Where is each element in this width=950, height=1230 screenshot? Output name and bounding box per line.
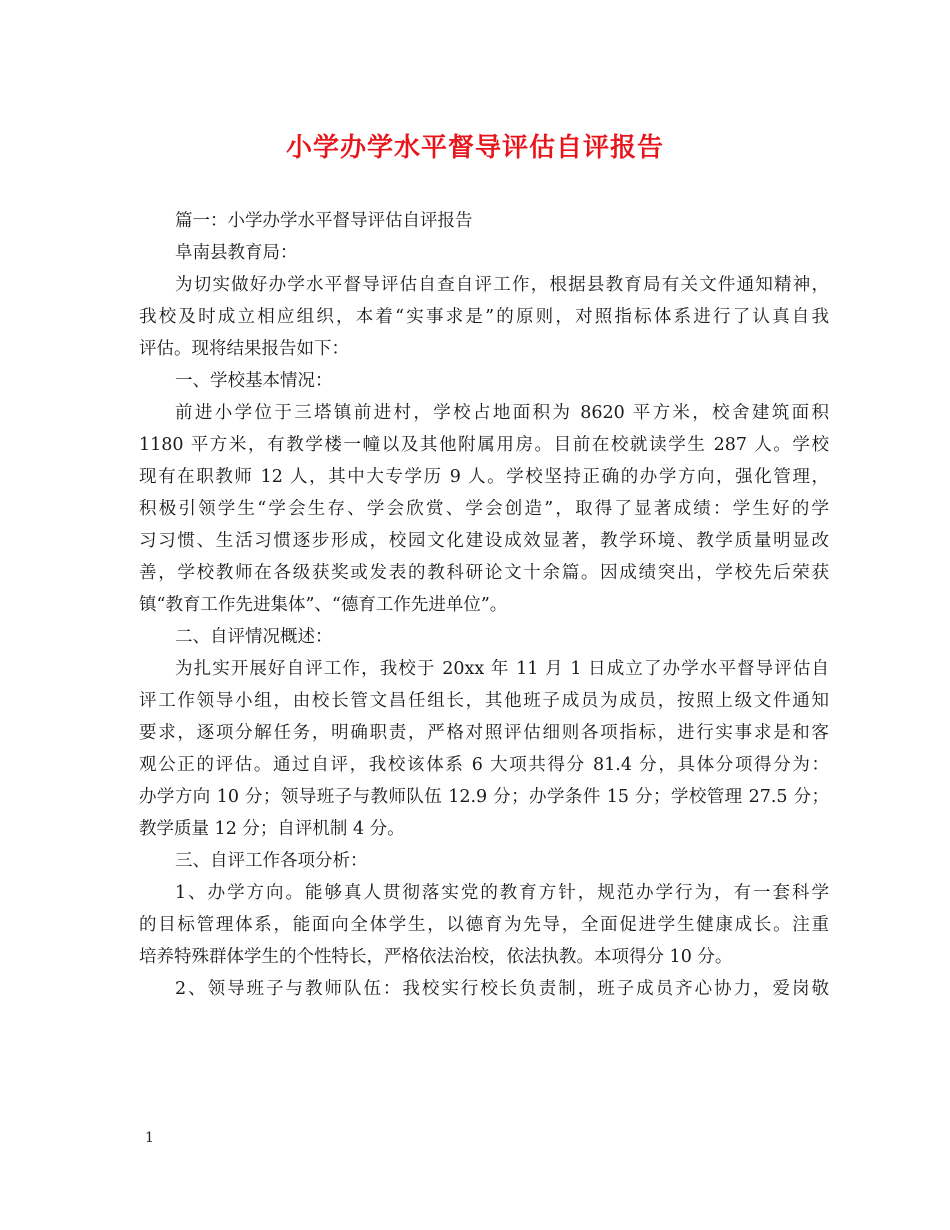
text-line: 前进小学位于三塔镇前进村，学校占地面积为 8620 平方米，校舍建筑面积: [175, 403, 829, 423]
section-heading: 一、学校基本情况：: [175, 371, 333, 391]
page-title: 小学办学水平督导评估自评报告: [285, 133, 664, 163]
text-line: 1、办学方向。能够真人贯彻落实党的教育方针，规范办学行为，有一套科学: [175, 883, 829, 903]
text-line: 的目标管理体系，能面向全体学生，以德育为先导，全面促进学生健康成长。注重: [139, 915, 829, 935]
text-line: 培养特殊群体学生的个性特长，严格依法治校，依法执教。本项得分 10 分。: [139, 947, 733, 967]
text-line: 教学质量 12 分；自评机制 4 分。: [139, 819, 405, 839]
page-number: 1: [145, 1130, 154, 1146]
text-line: 善，学校教师在各级获奖或发表的教科研论文十余篇。因成绩突出，学校先后荣获: [139, 563, 829, 583]
text-line: 为扎实开展好自评工作，我校于 20xx 年 11 月 1 日成立了办学水平督导评估自: [175, 659, 829, 679]
text-line: 评估。现将结果报告如下：: [139, 339, 349, 359]
text-line: 积极引领学生“学会生存、学会欣赏、学会创造”，取得了显著成绩：学生好的学: [139, 499, 829, 519]
text-line: 阜南县教育局：: [175, 243, 298, 263]
text-line: 办学方向 10 分；领导班子与教师队伍 12.9 分；办学条件 15 分；学校管理 27.5 分；: [139, 787, 829, 807]
text-line: 篇一：小学办学水平督导评估自评报告: [175, 211, 473, 231]
text-line: 2、领导班子与教师队伍：我校实行校长负责制，班子成员齐心协力，爱岗敬: [175, 979, 829, 999]
text-line: 观公正的评估。通过自评，我校该体系 6 大项共得分 81.4 分，具体分项得分为：: [139, 755, 829, 775]
text-line: 习习惯、生活习惯逐步形成，校园文化建设成效显著，教学环境、教学质量明显改: [139, 531, 829, 551]
text-line: 现有在职教师 12 人，其中大专学历 9 人。学校坚持正确的办学方向，强化管理，: [139, 467, 829, 487]
text-line: 我校及时成立相应组织，本着“实事求是”的原则，对照指标体系进行了认真自我: [139, 307, 829, 327]
document-body: [139, 205, 829, 1005]
section-heading: 二、自评情况概述：: [175, 627, 333, 647]
text-line: 1180 平方米，有教学楼一幢以及其他附属用房。目前在校就读学生 287 人。学校: [139, 435, 829, 455]
section-heading: 三、自评工作各项分析：: [175, 851, 368, 871]
text-line: 为切实做好办学水平督导评估自查自评工作，根据县教育局有关文件通知精神，: [175, 275, 829, 295]
text-line: 镇“教育工作先进集体”、“德育工作先进单位”。: [139, 595, 508, 615]
text-line: 评工作领导小组，由校长管文昌任组长，其他班子成员为成员，按照上级文件通知: [139, 691, 829, 711]
text-line: 要求，逐项分解任务，明确职责，严格对照评估细则各项指标，进行实事求是和客: [139, 723, 829, 743]
